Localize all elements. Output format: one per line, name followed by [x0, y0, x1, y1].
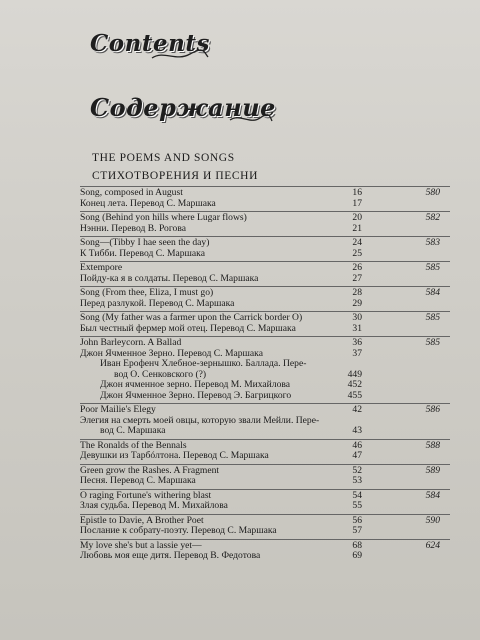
toc-line-title: Иван Ерофенч Хлебное-зернышко. Баллада. Пере-: [100, 358, 307, 369]
toc-commentary-page: 586: [425, 404, 440, 415]
toc-commentary-page: 589: [425, 464, 440, 476]
toc-page-number: 24: [352, 237, 362, 248]
toc-page-number: 46: [352, 439, 362, 451]
contents-title-ru: Содержание: [90, 93, 276, 122]
toc-entry-group: [80, 286, 450, 311]
section-heading-en: THE POEMS AND SONGS: [92, 152, 235, 164]
toc-line-title: Песня. Перевод С. Маршака: [80, 475, 196, 486]
toc-line: [80, 238, 450, 249]
toc-line: [80, 263, 450, 274]
toc-entry-group: [80, 539, 450, 564]
toc-line: [80, 338, 450, 349]
toc-line-title: Epistle to Davie, A Brother Poet: [80, 514, 204, 526]
toc-line-title: O raging Fortune's withering blast: [80, 489, 212, 501]
toc-entry-group: [80, 403, 450, 439]
toc-line-title: Extempore: [80, 262, 123, 273]
toc-line: [80, 199, 450, 210]
toc-line-title: Конец лета. Перевод С. Маршака: [80, 197, 216, 209]
toc-page-number: 31: [352, 322, 362, 334]
toc-line: [80, 249, 450, 260]
toc-page-number: 449: [347, 368, 362, 380]
toc-entry-group: [80, 514, 450, 539]
toc-page-number: 37: [352, 347, 362, 359]
toc-line-title: Green grow the Rashes. A Fragment: [80, 464, 220, 476]
toc-entry-group: [80, 211, 450, 236]
toc-line-title: John Barleycorn. A Ballad: [80, 337, 182, 348]
toc-entry-group: [80, 439, 450, 464]
toc-line-title: Нэнни. Перевод В. Рогова: [80, 222, 186, 234]
toc-line: [80, 526, 450, 537]
toc-line-title: Девушки из Тарбóлтона. Перевод С. Маршака: [80, 450, 269, 461]
toc-page-number: 28: [352, 287, 362, 298]
toc-page-number: 53: [352, 475, 362, 486]
toc-page-number: 16: [352, 187, 362, 198]
toc-line: [80, 224, 450, 235]
toc-line: [80, 359, 450, 370]
toc-line-title: Джон Ячменное Зерно. Перевод Э. Багрицкого: [100, 389, 292, 401]
toc-line: [80, 551, 450, 562]
toc-line: [80, 324, 450, 335]
toc-line: [80, 188, 450, 199]
contents-title: Contents: [90, 30, 210, 57]
toc-line-title: My love she's but a lassie yet—: [80, 539, 202, 551]
toc-line: [80, 299, 450, 310]
toc-line: [80, 451, 450, 462]
toc-page-number: 29: [352, 297, 362, 309]
toc-page-number: 68: [352, 539, 362, 551]
toc-page-number: 27: [352, 272, 362, 284]
toc-entry-group: [80, 236, 450, 261]
toc-line-title: К Тибби. Перевод С. Маршака: [80, 247, 205, 259]
toc-commentary-page: 584: [425, 489, 440, 501]
toc-page-number: 69: [352, 550, 362, 561]
toc-page-number: 54: [352, 489, 362, 501]
toc-commentary-page: 590: [425, 514, 440, 526]
toc-commentary-page: 580: [425, 187, 440, 198]
toc-page-number: 30: [352, 312, 362, 323]
toc-line-title: Пойду-ка я в солдаты. Перевод С. Маршака: [80, 272, 259, 284]
toc-page-number: 55: [352, 500, 362, 511]
toc-page-number: 455: [347, 389, 362, 401]
toc-line: [80, 426, 450, 437]
toc-line-title: Послание к собрату-поэту. Перевод С. Маршака: [80, 525, 277, 536]
toc-entry-group: [80, 489, 450, 514]
toc-line-title: Любовь моя еще дитя. Перевод В. Федотова: [80, 550, 261, 561]
toc-line-title: Перед разлукой. Перевод С. Маршака: [80, 297, 235, 309]
toc-entry-group: [80, 261, 450, 286]
toc-line: [80, 213, 450, 224]
toc-line: [80, 380, 450, 391]
toc-line: [80, 288, 450, 299]
toc-entry-group: [80, 311, 450, 336]
title-flourish-en: [150, 48, 210, 62]
toc-entry-group: [80, 336, 450, 403]
toc-page-number: 26: [352, 262, 362, 273]
toc-line: [80, 476, 450, 487]
toc-line-title: Джон Ячменное Зерно. Перевод С. Маршака: [80, 347, 263, 359]
toc-page-number: 43: [352, 425, 362, 436]
toc-page-number: 47: [352, 450, 362, 461]
toc-line: [80, 405, 450, 416]
toc-line-title: Song (From thee, Eliza, I must go): [80, 287, 214, 298]
title-flourish-ru: [228, 112, 274, 126]
toc-entry-group: [80, 186, 450, 211]
toc-line: [80, 501, 450, 512]
toc-page-number: 21: [352, 222, 362, 234]
toc-line-title: Song, composed in August: [80, 187, 183, 198]
toc-line-title: Элегия на смерть моей овцы, которую звали Мейли. Пере-: [80, 414, 320, 426]
toc-line-title: The Ronalds of the Bennals: [80, 439, 187, 451]
toc-page-number: 42: [352, 404, 362, 415]
toc-line-title: Был честный фермер мой отец. Перевод С. Маршака: [80, 322, 296, 334]
toc-commentary-page: 585: [425, 337, 440, 348]
toc-line-title: вод О. Сенковского (?): [114, 368, 207, 380]
toc-commentary-page: 583: [425, 237, 440, 248]
toc-commentary-page: 585: [425, 262, 440, 273]
toc-line: [80, 313, 450, 324]
toc-page-number: 17: [352, 197, 362, 209]
toc-line-title: Song—(Tibby I hae seen the day): [80, 237, 210, 248]
toc-line-title: вод С. Маршака: [100, 425, 166, 436]
toc-list: [80, 186, 450, 564]
toc-page-number: 57: [352, 525, 362, 536]
toc-line: [80, 274, 450, 285]
toc-line-title: Poor Mailie's Elegy: [80, 404, 156, 415]
toc-line-title: Song (Behind yon hills where Lugar flows): [80, 212, 247, 223]
toc-line-title: Злая судьба. Перевод М. Михайлова: [80, 500, 228, 511]
toc-line: [80, 391, 450, 402]
toc-page-number: 56: [352, 514, 362, 526]
toc-page-number: 36: [352, 337, 362, 348]
toc-page-number: 452: [347, 379, 362, 390]
toc-commentary-page: 582: [425, 212, 440, 223]
toc-page-number: 52: [352, 464, 362, 476]
toc-page-number: 20: [352, 212, 362, 223]
section-heading-ru: СТИХОТВОРЕНИЯ И ПЕСНИ: [92, 170, 258, 182]
toc-entry-group: [80, 464, 450, 489]
toc-commentary-page: 624: [425, 539, 440, 551]
toc-line-title: Джон ячменное зерно. Перевод М. Михайлова: [100, 379, 291, 390]
toc-commentary-page: 585: [425, 312, 440, 323]
toc-page-number: 25: [352, 247, 362, 259]
toc-line-title: Song (My father was a farmer upon the Carrick border O): [80, 312, 303, 323]
toc-commentary-page: 584: [425, 287, 440, 298]
toc-commentary-page: 588: [425, 439, 440, 451]
